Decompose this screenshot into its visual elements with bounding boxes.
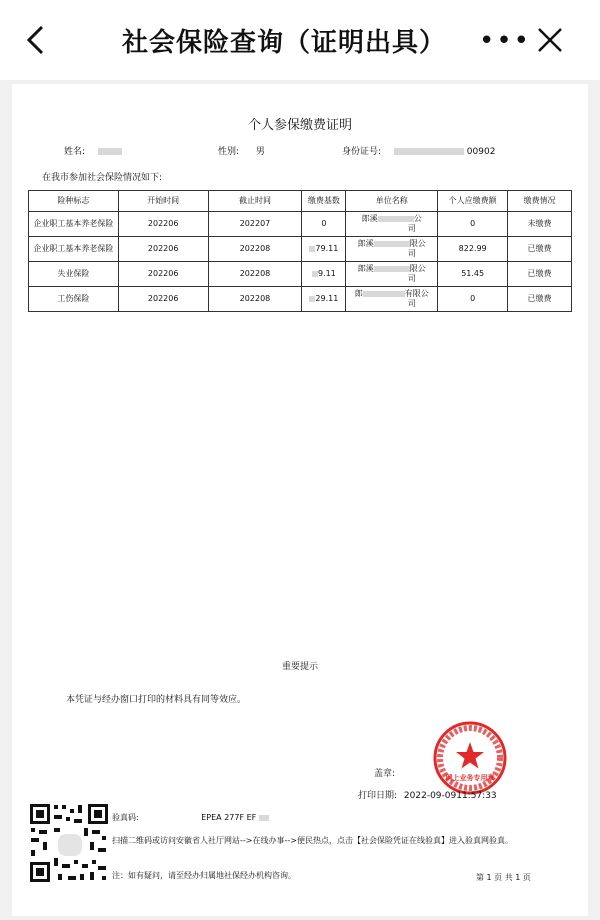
insurance-table <box>28 190 572 312</box>
start-date: 202206 <box>118 237 208 262</box>
id-label: 身份证号: <box>342 147 382 157</box>
table-row <box>29 262 572 287</box>
print-date-label: 打印日期: <box>358 791 398 801</box>
inquiry-note: 注：如有疑问，请至经办归属地社保经办机构咨询。 <box>112 871 296 880</box>
official-seal-stamp <box>432 720 508 796</box>
back-arrow-icon[interactable] <box>22 24 52 56</box>
column-header: 险种标志 <box>29 191 119 212</box>
table-row <box>29 212 572 237</box>
insurance-type: 失业保险 <box>29 262 119 287</box>
employer-name-part: 限公 <box>409 239 426 248</box>
personal-amount: 0 <box>438 287 508 312</box>
base-visible-digits: 29.11 <box>315 294 339 303</box>
personal-amount: 822.99 <box>438 237 508 262</box>
gender-value: 男 <box>255 147 265 157</box>
contribution-base: 0 <box>302 212 346 237</box>
employer-name <box>346 237 438 262</box>
employer-name-part: 公 <box>413 214 422 223</box>
employer-name <box>346 287 438 312</box>
close-icon[interactable] <box>536 26 564 54</box>
seal-text: 网上业务专用章 <box>445 774 495 782</box>
payment-status: 已缴费 <box>508 262 572 287</box>
employer-name <box>346 262 438 287</box>
redacted-employer <box>363 291 405 297</box>
name-field <box>64 144 122 157</box>
employer-name-part: 郎 <box>354 289 363 298</box>
certificate-document <box>12 84 588 916</box>
column-header: 单位名称 <box>346 191 438 212</box>
employer-name-part: 有限公 <box>404 289 429 298</box>
table-header-row <box>29 191 572 212</box>
id-number-field <box>342 144 495 157</box>
seal-label: 盖章: <box>374 769 396 779</box>
start-date: 202206 <box>118 287 208 312</box>
employer-name-part: 郎溪 <box>357 239 374 248</box>
end-date: 202208 <box>208 237 302 262</box>
verification-code <box>112 812 269 823</box>
column-header: 截止时间 <box>208 191 302 212</box>
page-indicator: 第 1 页 共 1 页 <box>476 873 531 882</box>
base-visible-digits: 9.11 <box>317 269 336 278</box>
table-row <box>29 237 572 262</box>
end-date: 202208 <box>208 262 302 287</box>
employer-name-part: 郎溪 <box>357 264 374 273</box>
redacted-employer <box>374 266 410 272</box>
column-header: 个人应缴费额 <box>438 191 508 212</box>
payment-status: 已缴费 <box>508 237 572 262</box>
more-options-icon[interactable]: ••• <box>479 26 532 56</box>
insurance-type: 企业职工基本养老保险 <box>29 237 119 262</box>
certificate-title: 个人参保缴费证明 <box>247 118 352 133</box>
employer-name-suffix: 司 <box>407 249 416 258</box>
verify-code-value: EPEA 277F EF <box>201 813 257 822</box>
employer-name-suffix: 司 <box>407 299 416 308</box>
page-title: 社会保险查询（证明出具） <box>122 28 447 58</box>
gender-field <box>218 144 265 157</box>
verify-label: 验真码: <box>112 813 139 822</box>
personal-amount: 0 <box>438 212 508 237</box>
end-date: 202207 <box>208 212 302 237</box>
top-navigation-bar <box>0 0 600 80</box>
column-header: 开始时间 <box>118 191 208 212</box>
employer-name-suffix: 司 <box>407 224 416 233</box>
employer-name <box>346 212 438 237</box>
employer-name-part: 郎溪 <box>361 214 378 223</box>
print-date-value: 2022-09-0911:57:33 <box>403 791 497 801</box>
notice-text: 本凭证与经办窗口打印的材料具有同等效应。 <box>66 695 247 705</box>
column-header: 缴费基数 <box>302 191 346 212</box>
gender-label: 性别: <box>218 147 240 157</box>
redacted-name <box>98 148 122 155</box>
payment-status: 已缴费 <box>508 287 572 312</box>
payment-status: 未缴费 <box>508 212 572 237</box>
insurance-type: 工伤保险 <box>29 287 119 312</box>
insurance-type: 企业职工基本养老保险 <box>29 212 119 237</box>
name-label: 姓名: <box>64 147 86 157</box>
redacted-id <box>394 148 464 155</box>
scan-instructions: 扫描二维码或访问安徽省人社厅网站-->在线办事-->便民热点，点击【社会保险凭证在线验真】进入验真网验真。 <box>112 836 513 845</box>
base-visible-digits: 79.11 <box>315 244 339 253</box>
end-date: 202208 <box>208 287 302 312</box>
start-date: 202206 <box>118 212 208 237</box>
employer-name-suffix: 司 <box>407 274 416 283</box>
intro-text: 在我市参加社会保险情况如下: <box>42 173 163 183</box>
id-visible-digits: 00902 <box>466 147 496 157</box>
qr-code[interactable] <box>28 802 110 884</box>
column-header: 缴费情况 <box>508 191 572 212</box>
redacted-code <box>259 815 269 821</box>
redacted-employer <box>374 241 410 247</box>
redacted-employer <box>378 216 414 222</box>
notice-title: 重要提示 <box>281 662 318 672</box>
print-date <box>358 788 497 801</box>
employer-name-part: 限公 <box>409 264 426 273</box>
start-date: 202206 <box>118 262 208 287</box>
contribution-base <box>302 287 346 312</box>
contribution-base <box>302 262 346 287</box>
table-row <box>29 287 572 312</box>
personal-amount: 51.45 <box>438 262 508 287</box>
contribution-base <box>302 237 346 262</box>
